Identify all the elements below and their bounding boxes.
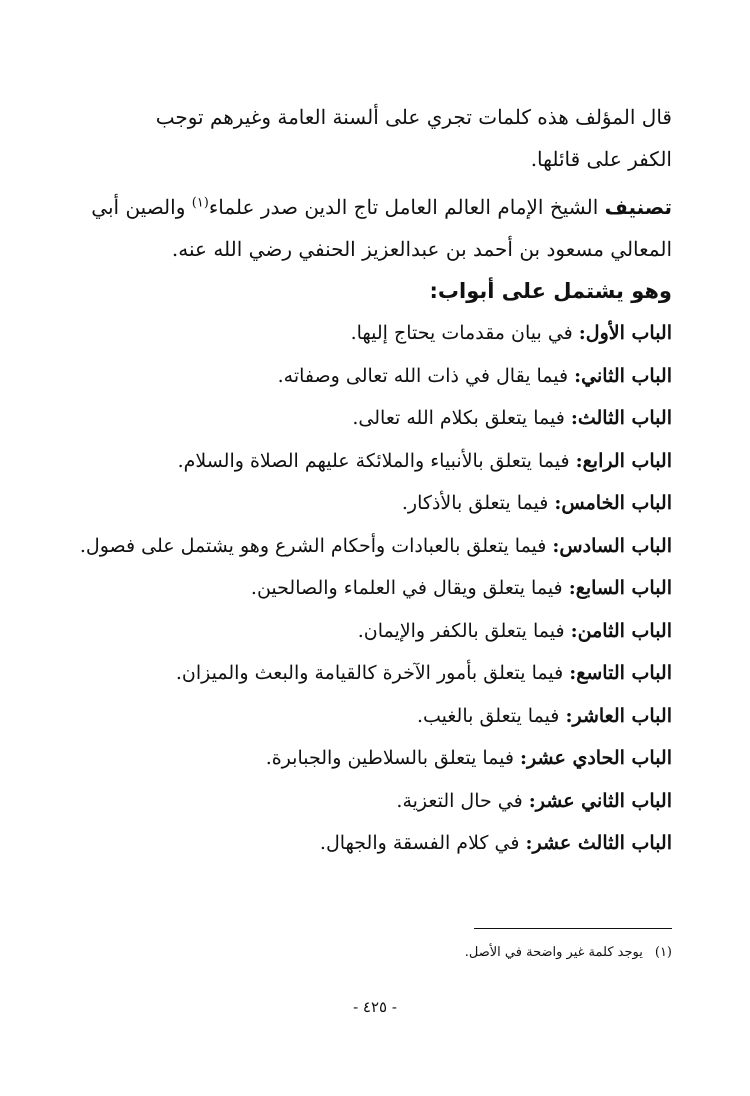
chapters-heading: وهو يشتمل على أبواب: [429, 279, 672, 303]
footnote-divider [474, 928, 672, 929]
footnote-text: يوجد كلمة غير واضحة في الأصل. [464, 945, 643, 960]
chapter-label: الباب السابع: [568, 577, 672, 599]
chapter-text: في بيان مقدمات يحتاج إليها. [350, 322, 573, 344]
chapter-item [79, 780, 672, 823]
intro-line-2: الكفر على قائلها. [530, 147, 672, 171]
footnote-reference: (١) [191, 195, 209, 211]
chapter-label: الباب الثالث: [570, 407, 672, 429]
chapter-text: فيما يتعلق بالأنبياء والملائكة عليهم الصلاة والسلام. [177, 449, 570, 472]
authorship-text-after: والصين أبي [91, 195, 186, 219]
intro-line-1: قال المؤلف هذه كلمات تجري على ألسنة العامة وغيرهم توجب [155, 105, 672, 129]
chapter-text: فيما يتعلق بالعبادات وأحكام الشرع وهو يشتمل على فصول. [79, 534, 547, 557]
chapter-text: فيما يتعلق بالسلاطين والجبابرة. [265, 747, 514, 769]
chapter-label: الباب العاشر: [565, 704, 672, 727]
chapter-text: فيما يتعلق بالكفر والإيمان. [357, 619, 565, 642]
chapter-text: فيما يتعلق بالغيب. [416, 704, 560, 727]
chapter-item [79, 525, 672, 568]
chapter-item [79, 312, 672, 355]
chapter-item [79, 822, 672, 865]
chapter-text: فيما يتعلق ويقال في العلماء والصالحين. [250, 577, 563, 599]
chapter-text: فيما يقال في ذات الله تعالى وصفاته. [277, 364, 569, 387]
chapter-label: الباب الثاني: [574, 364, 672, 387]
chapter-item [79, 695, 672, 738]
chapter-item [79, 567, 672, 610]
page-number: - ٤٢٥ - [353, 998, 397, 1016]
chapter-text: فيما يتعلق بالأذكار. [401, 492, 549, 514]
authorship-text: الشيخ الإمام العالم العامل تاج الدين صدر علماء [208, 195, 599, 219]
footnote-number: (١) [654, 945, 672, 960]
chapter-item [79, 610, 672, 653]
authorship-paragraph [79, 186, 672, 270]
chapter-label: الباب الرابع: [575, 449, 672, 472]
chapter-label: الباب الثالث عشر: [525, 832, 672, 854]
chapter-label: الباب الأول: [578, 322, 672, 344]
chapter-label: الباب السادس: [552, 534, 672, 557]
chapter-item [79, 355, 672, 398]
chapter-item [79, 737, 672, 780]
chapter-text: في كلام الفسقة والجهال. [319, 832, 520, 854]
chapter-label: الباب التاسع: [569, 662, 672, 684]
chapter-label: الباب الخامس: [554, 492, 672, 514]
authorship-line-2: المعالي مسعود بن أحمد بن عبدالعزيز الحنفي رضي الله عنه. [171, 237, 672, 261]
footnote [465, 943, 672, 963]
chapter-label: الباب الحادي عشر: [520, 747, 672, 769]
chapter-item [79, 397, 672, 440]
chapter-item [79, 482, 672, 525]
chapter-label: الباب الثامن: [570, 619, 672, 642]
chapter-text: فيما يتعلق بكلام الله تعالى. [352, 407, 565, 429]
chapter-text: في حال التعزية. [396, 789, 523, 812]
chapters-list [79, 312, 672, 865]
chapter-item [79, 652, 672, 695]
chapter-text: فيما يتعلق بأمور الآخرة كالقيامة والبعث والميزان. [175, 662, 564, 684]
intro-paragraph [79, 96, 672, 180]
page-body [79, 96, 672, 865]
chapter-label: الباب الثاني عشر: [528, 789, 672, 812]
chapter-item [79, 440, 672, 483]
authorship-label: تصنيف [604, 195, 672, 219]
